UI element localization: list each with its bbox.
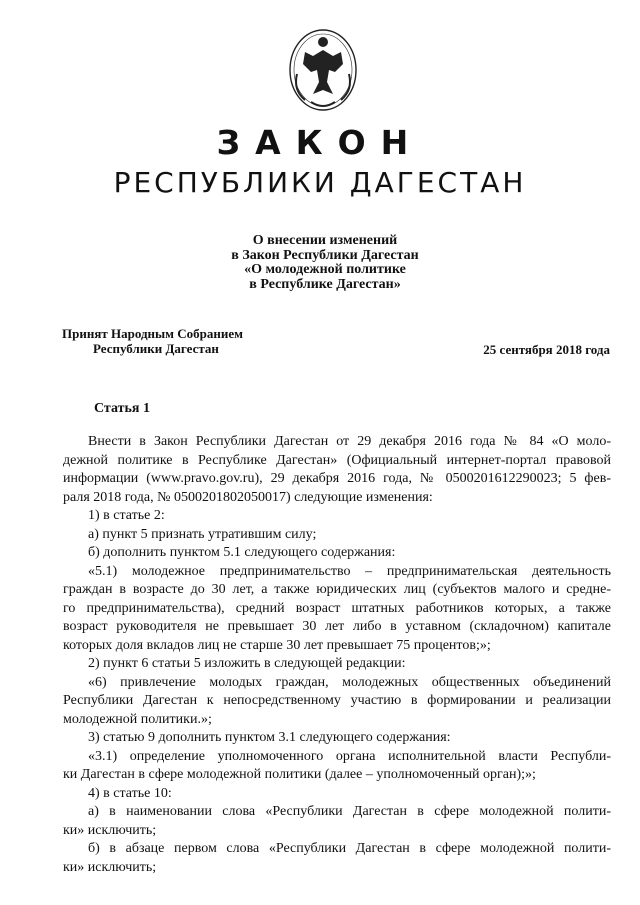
body-line: ки» исключить; [63, 859, 157, 875]
body-line: возраст руководителя не превышает 30 лет либо в уставном (складочном) капитале [63, 619, 611, 634]
body-line: 2) пункт 6 статьи 5 изложить в следующей редакции: [88, 656, 406, 671]
coat-of-arms-emblem [283, 20, 363, 120]
body-line: Внести в Закон Республики Дагестан от 29 декабря 2016 года № 84 «О моло- [88, 434, 611, 449]
caption-line: в Закон Республики Дагестан [231, 247, 419, 263]
body-line: которых доля вкладов лиц не старше 30 лет превышает 75 процентов;»; [63, 637, 491, 653]
body-line: Республики Дагестан к непосредственному участию в формировании и реализации [63, 693, 611, 708]
body-line: «3.1) определение уполномоченного органа исполнительной власти Республи- [88, 748, 611, 764]
law-subtitle: РЕСПУБЛИКИ ДАГЕСТАН [113, 166, 527, 199]
caption-line: в Республике Дагестан» [249, 276, 401, 292]
body-line: раля 2018 года, № 0500201802050017) следующие изменения: [63, 489, 433, 505]
body-line: дежной политике в Республике Дагестан» (Официальный интернет-портал правовой [63, 452, 611, 468]
body-line: б) в абзаце первом слова «Республики Дагестан в сфере молодежной полити- [88, 841, 611, 856]
adoption-block [62, 326, 243, 356]
body-line: 3) статью 9 дополнить пунктом 3.1 следующего содержания: [88, 730, 451, 745]
body-line: го предпринимательства), средний возраст штатных работников которых, а также [63, 600, 611, 616]
body-line: а) пункт 5 признать утратившим силу; [88, 526, 317, 542]
body-line: «6) привлечение молодых граждан, молодежных общественных объединений [88, 674, 611, 690]
body-line: 1) в статье 2: [88, 508, 165, 523]
body-line: «5.1) молодежное предпринимательство – предпринимательская деятельность [88, 563, 611, 579]
adoption-line-2: Республики Дагестан [93, 341, 219, 356]
caption-line: О внесении изменений [252, 233, 398, 248]
body-line: б) дополнить пунктом 5.1 следующего содержания: [88, 545, 396, 560]
body-line: 4) в статье 10: [88, 785, 172, 801]
body-line: молодежной политики.»; [63, 711, 212, 727]
article-body [63, 433, 611, 877]
body-line: граждан в возрасте до 30 лет, а также юридических лиц (субъектов малого и средне- [63, 582, 611, 597]
law-caption [160, 234, 490, 292]
article-heading: Статья 1 [94, 401, 150, 416]
body-line: информации (www.pravo.gov.ru), 29 декабря 2016 года, № 0500201612290023; 5 фев- [63, 471, 611, 486]
body-line: а) в наименовании слова «Республики Дагестан в сфере молодежной полити- [88, 804, 611, 819]
caption-line: «О молодежной политике [244, 262, 406, 277]
body-line: ки» исключить; [63, 822, 157, 838]
adoption-line-1: Принят Народным Собранием [62, 326, 244, 341]
adoption-date: 25 сентября 2018 года [483, 342, 610, 357]
law-title: ЗАКОН [216, 123, 424, 162]
body-line: ки Дагестан в сфере молодежной политики (далее – уполномоченный орган);»; [63, 767, 536, 782]
